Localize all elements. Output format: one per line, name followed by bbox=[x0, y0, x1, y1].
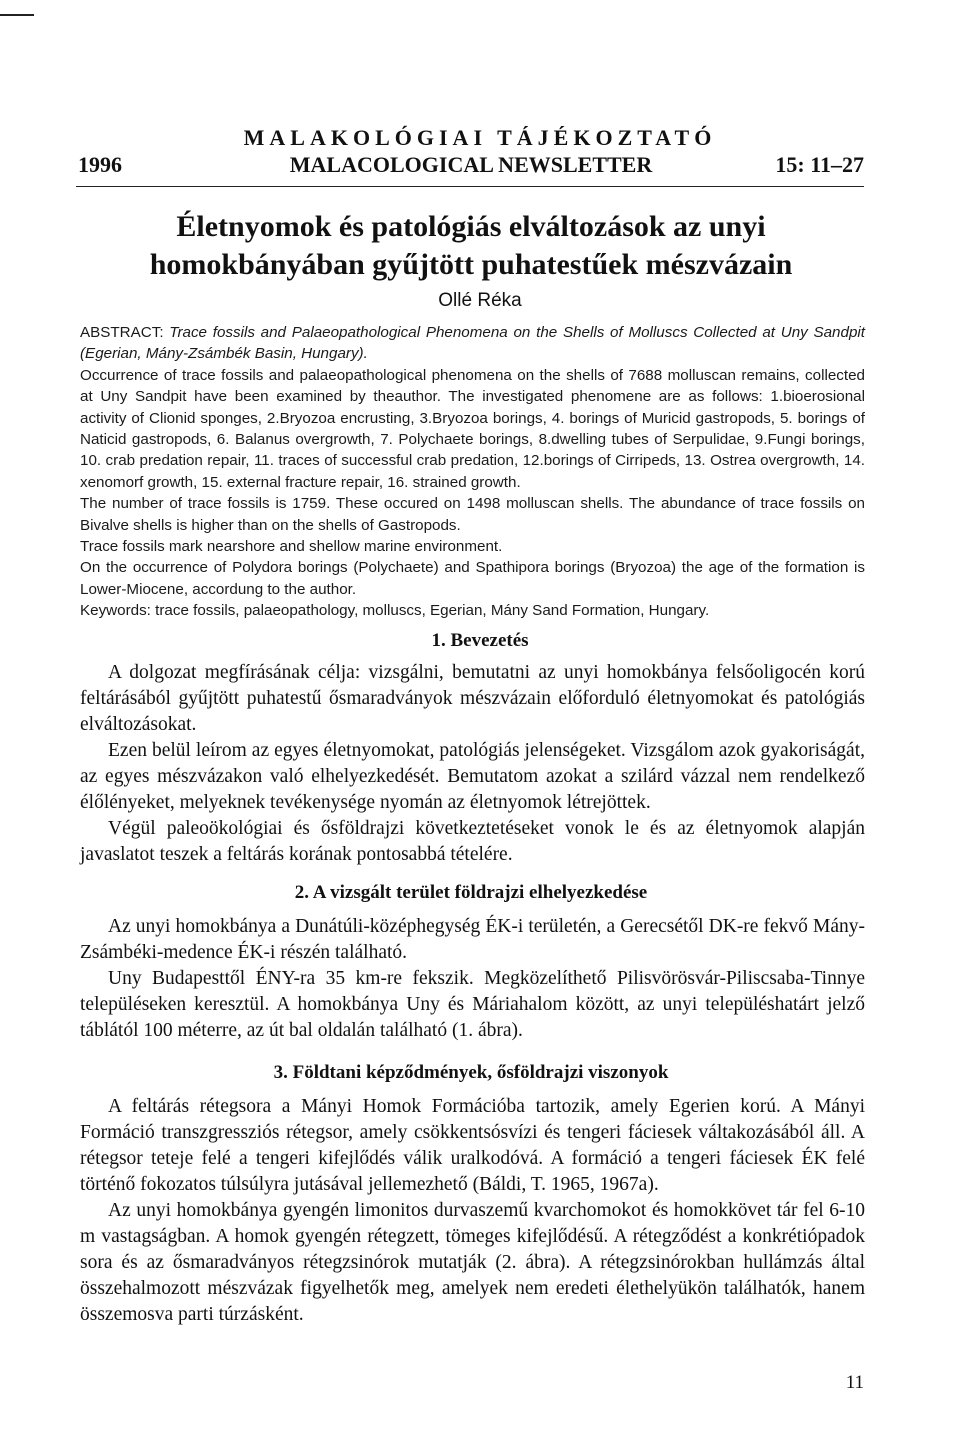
article-title: Életnyomok és patológiás elváltozások az unyi homokbányában gyűjtött puhatestűek mészvázain bbox=[149, 210, 793, 281]
corner-mark bbox=[0, 14, 34, 16]
journal-volume-pages: 15: 11–27 bbox=[775, 152, 864, 177]
header-rule bbox=[76, 186, 864, 187]
body-paragraph: A dolgozat megfírásának célja: vizsgálni, bemutatni az unyi homokbánya felsőoligocén korú feltárásából gyűjtött puhatestű ősmaradványok mészvázain előforduló életnyomokat és patológiás elváltozásokat. bbox=[80, 662, 865, 735]
section-body-geography bbox=[80, 914, 865, 1044]
journal-year: 1996 bbox=[78, 152, 122, 177]
section-heading-introduction: 1. Bevezetés bbox=[431, 630, 529, 651]
body-paragraph: A feltárás rétegsora a Mányi Homok Formációba tartozik, amely Egerien korú. A Mányi Formáció transzgressziós rétegsor, amely csökkentsósvízi és tengeri fáciesek váltakozásából áll. A rétegsor teteje felé a tengeri kifejlődés válik uralkodóvá. A formáció a tengeri fáciesek ÉK felé történő fokozatos túlsúlyra jutásával jellemezhető (Báldi, T. 1965, 1967a). bbox=[80, 1096, 865, 1195]
abstract-keywords: Keywords: trace fossils, palaeopathology, molluscs, Egerian, Mány Sand Formation, Hungary. bbox=[80, 602, 710, 620]
abstract-english-title: Trace fossils and Palaeopathological Phenomena on the Shells of Molluscs Collected at Uny Sandpit (Egerian, Mány-Zsámbék Basin, Hungary). bbox=[80, 324, 865, 363]
section-body-geology bbox=[80, 1094, 865, 1328]
journal-name-hungarian: MALAKOLÓGIAI TÁJÉKOZTATÓ bbox=[243, 125, 717, 150]
abstract-paragraph: Occurrence of trace fossils and palaeopathological phenomena on the shells of 7688 molluscan remains, collected at Uny Sandpit have been examined by theauthor. The investigated phenomene are as follows: 1.bioerosional activity of Clionid sponges, 2.Bryozoa encrusting, 3.Bryozoa borings, 4. borings of Muricid gastropods, 5. borings of Naticid gastropods, 6. Balanus overgrowth, 7. Polychaete borings, 8.dwelling tubes of Serpulidae, 9.Fungi borings, 10. crab predation repair, 11. traces of successful crab predation, 12.borings of Cirripeds, 13. Ostrea overgrowth, 14. xenomorf growth, 15. external fracture repair, 16. strained growth. bbox=[80, 366, 865, 491]
abstract-paragraph: Trace fossils mark nearshore and shellow marine environment. bbox=[80, 538, 503, 556]
body-paragraph: Az unyi homokbánya gyengén limonitos durvaszemű kvarchomokot és homokkövet tár fel 6-10 m vastagságban. A homok gyengén rétegzett, tömeges kifejlődésű. A rétegződést a konkrétiópadok sora és az ősmaradványos rétegzsinórok mutatják (2. ábra). A rétegzsinórokban hullámzás által összehalmozott mészvázak figyelhetők meg, amelyek nem eredeti élethelyükön találhatók, hanem összemosva parti túrzásként. bbox=[80, 1200, 865, 1325]
section-body-introduction bbox=[80, 660, 865, 868]
body-paragraph: Végül paleoökológiai és ősföldrajzi következtetéseket vonok le és az életnyomok alapján javaslatot teszek a feltárás korának pontosabbá tételére. bbox=[80, 818, 865, 865]
article-author: Ollé Réka bbox=[438, 290, 522, 311]
page-number: 11 bbox=[845, 1372, 864, 1393]
section-heading-geology: 3. Földtani képződmények, ősföldrajzi viszonyok bbox=[273, 1062, 669, 1083]
body-paragraph: Ezen belül leírom az egyes életnyomokat, patológiás jelenségeket. Vizsgálom azok gyakoriságát, az egyes mészvázakon való elhelyezkedését. Bemutatom azokat a szilárd vázzal nem rendelkező élőlényeket, melyeknek tevékenysége nyomán az életnyomok létrejöttek. bbox=[80, 740, 865, 813]
abstract-paragraph: On the occurrence of Polydora borings (Polychaete) and Spathipora borings (Bryozoa) the age of the formation is Lower-Miocene, accordung to the author. bbox=[80, 559, 865, 598]
abstract-heading bbox=[80, 322, 865, 365]
abstract bbox=[80, 322, 865, 622]
journal-name-english: MALACOLOGICAL NEWSLETTER bbox=[289, 152, 653, 177]
section-heading-geography: 2. A vizsgált terület földrajzi elhelyezkedése bbox=[294, 882, 648, 903]
body-paragraph: Az unyi homokbánya a Dunátúli-középhegység ÉK-i területén, a Gerecsétől DK-re fekvő Mány-Zsámbéki-medence ÉK-i részén található. bbox=[80, 916, 865, 963]
abstract-label: ABSTRACT: bbox=[80, 324, 164, 341]
body-paragraph: Uny Budapesttől ÉNY-ra 35 km-re fekszik. Megközelíthető Pilisvörösvár-Piliscsaba-Tinnye településeken keresztül. A homokbánya Uny és Máriahalom között, az unyi településhatárt jelző táblától 100 méterre, az út bal oldalán található (1. ábra). bbox=[80, 968, 865, 1041]
abstract-paragraph: The number of trace fossils is 1759. These occured on 1498 molluscan shells. The abundance of trace fossils on Bivalve shells is higher than on the shells of Gastropods. bbox=[80, 495, 865, 534]
